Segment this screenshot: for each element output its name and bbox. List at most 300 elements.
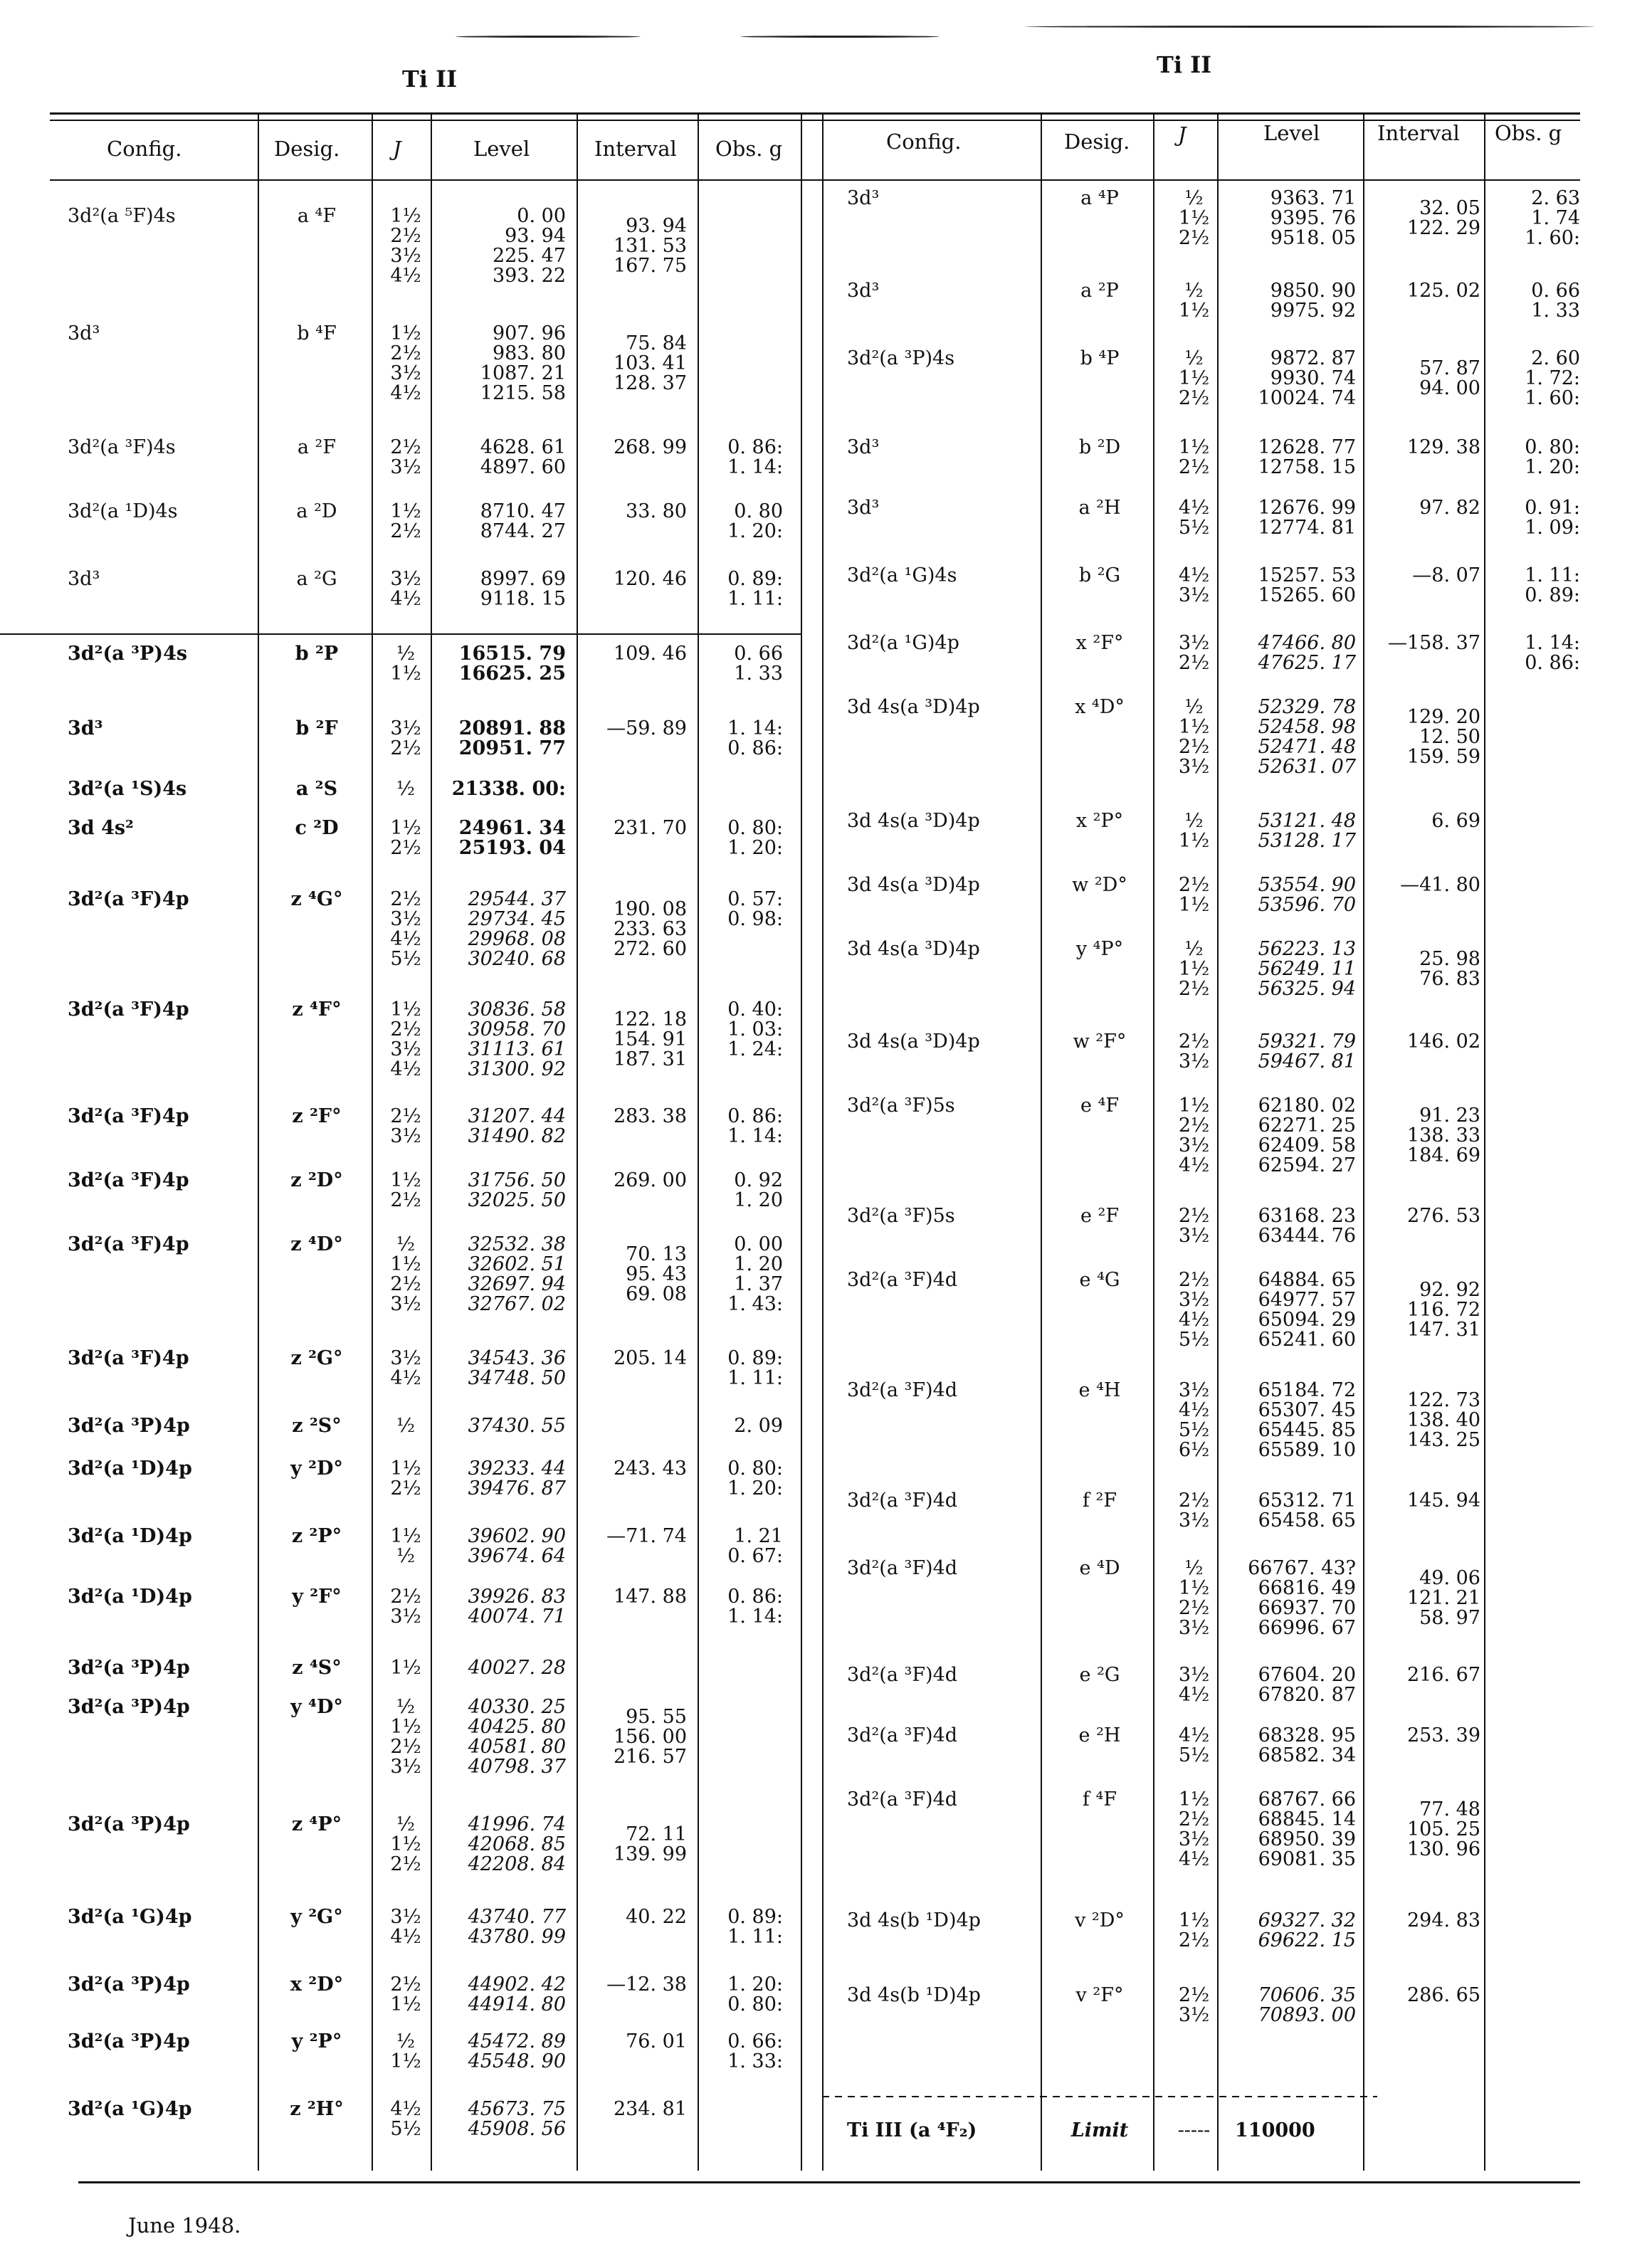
cell-interval: 234. 81 xyxy=(613,2098,687,2120)
cell-j: ½ xyxy=(396,1415,416,1437)
cell-interval: —41. 80 xyxy=(1400,874,1480,896)
cell-j: ½ 1½ 2½ 3½ xyxy=(390,1233,421,1315)
cell-config: 3d²(a ¹D)4s xyxy=(68,500,178,522)
cell-level: 4628. 61 4897. 60 xyxy=(480,436,566,478)
cell-desig: a ²D xyxy=(296,500,337,522)
cell-level: 21338. 00: xyxy=(451,778,566,800)
cell-j: 2½ 1½ xyxy=(1178,874,1210,916)
cell-desig: w ²D° xyxy=(1072,874,1127,896)
header-j: J xyxy=(1178,122,1187,147)
cell-interval: 147. 88 xyxy=(613,1586,687,1608)
header-j: J xyxy=(393,137,401,161)
top-rule xyxy=(50,112,1580,115)
limit-config: Ti III (a ⁴F₂) xyxy=(847,2119,977,2141)
cell-config: 3d³ xyxy=(847,187,880,209)
cell-j: ½ 1½ 2½ 3½ xyxy=(1178,696,1210,778)
cell-desig: v ²D° xyxy=(1075,1909,1125,1931)
cell-level: 16515. 79 16625. 25 xyxy=(458,643,566,685)
cell-level: 70606. 35 70893. 00 xyxy=(1258,1984,1356,2026)
cell-interval: 95. 55 156. 00 216. 57 xyxy=(613,1706,687,1768)
cell-config: 3d³ xyxy=(68,717,103,739)
cell-j: 2½ 1½ xyxy=(390,1973,421,2015)
header-config: Config. xyxy=(107,137,182,161)
cell-desig: x ⁴D° xyxy=(1075,696,1125,718)
cell-interval: 33. 80 xyxy=(626,500,687,522)
cell-desig: e ²F xyxy=(1080,1205,1120,1227)
limit-j: ----- xyxy=(1177,2119,1211,2141)
cell-g: 0. 80 1. 20: xyxy=(727,500,783,542)
cell-j: ½ 1½ 2½ 3½ xyxy=(390,1696,421,1778)
divider xyxy=(698,114,699,2171)
cell-desig: a ²H xyxy=(1078,497,1121,519)
cell-desig: x ²D° xyxy=(290,1973,344,1996)
cell-desig: y ²D° xyxy=(290,1458,343,1480)
divider xyxy=(1484,114,1485,2171)
divider xyxy=(822,114,824,2171)
cell-g: 0. 92 1. 20 xyxy=(734,1169,783,1211)
cell-j: 1½ 2½ xyxy=(1178,1909,1210,1951)
cell-j: 3½ 4½ xyxy=(390,568,421,610)
cell-interval: 276. 53 xyxy=(1406,1205,1480,1227)
cell-config: 3d²(a ³F)4d xyxy=(847,1379,958,1401)
cell-level: 40330. 25 40425. 80 40581. 80 40798. 37 xyxy=(468,1696,566,1778)
cell-config: 3d 4s(b ¹D)4p xyxy=(847,1909,981,1931)
cell-level: 15257. 53 15265. 60 xyxy=(1258,564,1356,606)
cell-config: 3d²(a ¹G)4p xyxy=(68,2098,192,2120)
cell-config: 3d 4s(a ³D)4p xyxy=(847,810,980,832)
cell-desig: a ²S xyxy=(295,778,338,800)
cell-desig: a ²F xyxy=(297,436,337,458)
cell-g: 0. 86: 1. 14: xyxy=(727,1105,783,1147)
cell-interval: 146. 02 xyxy=(1406,1031,1480,1053)
cell-level: 43740. 77 43780. 99 xyxy=(468,1906,566,1948)
cell-desig: c ²D xyxy=(295,817,339,839)
cell-j: ½ 1½ xyxy=(1178,280,1210,322)
cell-config: 3d²(a ³F)4d xyxy=(847,1269,958,1291)
cell-interval: 91. 23 138. 33 184. 69 xyxy=(1406,1105,1480,1166)
cell-level: 56223. 13 56249. 11 56325. 94 xyxy=(1258,938,1356,1000)
cell-interval: 286. 65 xyxy=(1406,1984,1480,2006)
cell-desig: y ²G° xyxy=(290,1906,343,1928)
cell-desig: a ²G xyxy=(296,568,337,590)
cell-j: ½ 1½ 2½ 3½ xyxy=(1178,1557,1210,1639)
cell-level: 68328. 95 68582. 34 xyxy=(1258,1724,1356,1766)
cell-desig: w ²F° xyxy=(1073,1031,1127,1053)
cell-desig: e ²G xyxy=(1079,1664,1120,1686)
cell-interval: 269. 00 xyxy=(613,1169,687,1191)
cell-interval: 76. 01 xyxy=(626,2030,687,2052)
cell-j: 1½ 2½ xyxy=(390,500,421,542)
cell-level: 44902. 42 44914. 80 xyxy=(468,1973,566,2015)
cell-desig: f ²F xyxy=(1082,1490,1117,1512)
header-interval: Interval xyxy=(594,137,677,161)
cell-j: 3½ 4½ xyxy=(390,1347,421,1389)
cell-interval: 125. 02 xyxy=(1406,280,1480,302)
cell-j: 2½ 3½ xyxy=(1178,1031,1210,1072)
cell-config: 3d²(a ¹D)4p xyxy=(68,1525,192,1547)
cell-j: 2½ 3½ 4½ 5½ xyxy=(1178,1269,1210,1351)
cell-level: 8710. 47 8744. 27 xyxy=(480,500,566,542)
cell-desig: y ²P° xyxy=(291,2030,342,2052)
cell-desig: e ⁴H xyxy=(1078,1379,1121,1401)
cell-config: 3d²(a ³F)4p xyxy=(68,1233,189,1255)
cell-level: 20891. 88 20951. 77 xyxy=(458,717,566,759)
cell-j: 4½ 5½ xyxy=(1178,497,1210,539)
left-page-title: Ti II xyxy=(402,65,458,93)
cell-j: 2½ 3½ xyxy=(1178,1984,1210,2026)
cell-level: 39926. 83 40074. 71 xyxy=(468,1586,566,1628)
cell-g: 0. 66 1. 33 xyxy=(734,643,783,685)
cell-config: 3d²(a ³F)4d xyxy=(847,1664,958,1686)
cell-config: 3d²(a ³F)4p xyxy=(68,1105,189,1127)
cell-interval: 243. 43 xyxy=(613,1458,687,1480)
cell-level: 53121. 48 53128. 17 xyxy=(1258,810,1356,852)
cell-level: 12676. 99 12774. 81 xyxy=(1258,497,1356,539)
cell-interval: 57. 87 94. 00 xyxy=(1419,357,1480,399)
cell-j: ½ 1½ xyxy=(390,643,421,685)
cell-level: 45472. 89 45548. 90 xyxy=(468,2030,566,2072)
cell-desig: z ²G° xyxy=(290,1347,343,1369)
header-desig: Desig. xyxy=(274,137,340,161)
cell-desig: a ⁴P xyxy=(1080,187,1119,209)
cell-level: 29544. 37 29734. 45 29968. 08 30240. 68 xyxy=(468,888,566,970)
cell-desig: b ²D xyxy=(1078,436,1121,458)
cell-config: 3d²(a ³P)4p xyxy=(68,2030,190,2052)
header-interval: Interval xyxy=(1377,121,1460,145)
cell-config: 3d²(a ³P)4p xyxy=(68,1657,190,1679)
divider xyxy=(1217,114,1219,2171)
cell-config: 3d 4s(a ³D)4p xyxy=(847,1031,980,1053)
right-page-title: Ti II xyxy=(1157,51,1212,78)
scan-mark xyxy=(456,36,641,38)
cell-j: 1½ 2½ 3½ 4½ xyxy=(1178,1095,1210,1176)
cell-desig: b ²F xyxy=(295,717,338,739)
cell-config: 3d²(a ³F)4s xyxy=(68,436,176,458)
cell-j: 1½ 2½ 3½ 4½ xyxy=(390,205,421,287)
cell-config: 3d²(a ³F)5s xyxy=(847,1205,955,1227)
cell-level: 63168. 23 63444. 76 xyxy=(1258,1205,1356,1247)
cell-g: 0. 57: 0. 98: xyxy=(727,888,783,930)
cell-interval: 122. 18 154. 91 187. 31 xyxy=(613,1008,687,1070)
cell-j: 4½ 5½ xyxy=(390,2098,421,2140)
cell-g: 1. 20: 0. 80: xyxy=(727,1973,783,2015)
divider xyxy=(431,114,432,2171)
divider xyxy=(258,114,259,2171)
cell-interval: 97. 82 xyxy=(1419,497,1480,519)
cell-desig: b ⁴P xyxy=(1080,347,1120,369)
cell-interval: 216. 67 xyxy=(1406,1664,1480,1686)
header-config: Config. xyxy=(886,130,962,154)
cell-config: 3d²(a ¹S)4s xyxy=(68,778,187,800)
cell-interval: —8. 07 xyxy=(1412,564,1480,586)
cell-interval: —158. 37 xyxy=(1387,632,1480,654)
cell-g: 1. 21 0. 67: xyxy=(727,1525,783,1567)
cell-interval: 253. 39 xyxy=(1406,1724,1480,1746)
cell-g: 1. 11: 0. 89: xyxy=(1525,564,1580,606)
header-obs-g: Obs. g xyxy=(1495,121,1562,145)
divider xyxy=(801,114,802,2171)
cell-j: 3½ 2½ xyxy=(1178,632,1210,674)
cell-j: 3½ 4½ xyxy=(1178,1664,1210,1706)
cell-level: 8997. 69 9118. 15 xyxy=(480,568,566,610)
cell-level: 40027. 28 xyxy=(468,1657,566,1679)
cell-config: 3d²(a ³F)4p xyxy=(68,998,189,1021)
footer-date: June 1948. xyxy=(128,2213,241,2238)
divider xyxy=(1153,114,1154,2171)
cell-config: 3d²(a ¹G)4p xyxy=(68,1906,192,1928)
cell-interval: 129. 38 xyxy=(1406,436,1480,458)
divider xyxy=(1041,114,1042,2171)
cell-desig: x ²F° xyxy=(1075,632,1124,654)
cell-j: 1½ ½ xyxy=(390,1525,421,1567)
cell-level: 0. 00 93. 94 225. 47 393. 22 xyxy=(492,205,566,287)
cell-level: 37430. 55 xyxy=(468,1415,566,1437)
cell-interval: 145. 94 xyxy=(1406,1490,1480,1512)
cell-j: 3½ 4½ 5½ 6½ xyxy=(1178,1379,1210,1461)
cell-interval: 93. 94 131. 53 167. 75 xyxy=(613,215,687,277)
cell-g: 1. 14: 0. 86: xyxy=(727,717,783,759)
cell-desig: y ⁴D° xyxy=(290,1696,343,1718)
cell-j: 3½ 2½ xyxy=(390,717,421,759)
cell-level: 907. 96 983. 80 1087. 21 1215. 58 xyxy=(480,322,566,404)
cell-interval: 32. 05 122. 29 xyxy=(1406,197,1480,239)
cell-j: 1½ xyxy=(390,1657,421,1679)
cell-desig: z ²F° xyxy=(292,1105,342,1127)
cell-g: 0. 89: 1. 11: xyxy=(727,568,783,610)
cell-level: 24961. 34 25193. 04 xyxy=(458,817,566,859)
header-desig: Desig. xyxy=(1064,130,1130,154)
cell-j: ½ 1½ xyxy=(390,2030,421,2072)
cell-level: 45673. 75 45908. 56 xyxy=(468,2098,566,2140)
cell-j: 2½ 3½ xyxy=(390,1105,421,1147)
cell-config: 3d²(a ³P)4s xyxy=(847,347,955,369)
header-rule xyxy=(50,179,1580,181)
cell-desig: b ²P xyxy=(295,643,339,665)
cell-interval: —59. 89 xyxy=(606,717,687,739)
cell-interval: 120. 46 xyxy=(613,568,687,590)
cell-config: 3d²(a ¹D)4p xyxy=(68,1586,192,1608)
cell-level: 9363. 71 9395. 76 9518. 05 xyxy=(1270,187,1356,249)
cell-config: 3d²(a ³P)4p xyxy=(68,1415,190,1437)
cell-level: 68767. 66 68845. 14 68950. 39 69081. 35 xyxy=(1258,1788,1356,1870)
header-level: Level xyxy=(1263,121,1320,145)
cell-j: 4½ 5½ xyxy=(1178,1724,1210,1766)
cell-config: 3d³ xyxy=(847,497,880,519)
cell-g: 2. 09 xyxy=(734,1415,783,1437)
cell-interval: 49. 06 121. 21 58. 97 xyxy=(1406,1567,1480,1629)
cell-interval: 283. 38 xyxy=(613,1105,687,1127)
cell-config: 3d²(a ⁵F)4s xyxy=(68,205,176,227)
cell-level: 39602. 90 39674. 64 xyxy=(468,1525,566,1567)
cell-j: 2½ 3½ xyxy=(1178,1205,1210,1247)
cell-j: 1½ 2½ xyxy=(390,1458,421,1500)
cell-interval: 72. 11 139. 99 xyxy=(613,1823,687,1865)
cell-g: 0. 40: 1. 03: 1. 24: xyxy=(727,998,783,1060)
cell-config: 3d³ xyxy=(68,322,100,344)
cell-desig: y ⁴P° xyxy=(1075,938,1124,960)
cell-interval: 205. 14 xyxy=(613,1347,687,1369)
cell-config: 3d²(a ³F)4p xyxy=(68,1347,189,1369)
cell-interval: 268. 99 xyxy=(613,436,687,458)
cell-j: ½ xyxy=(396,778,416,800)
cell-level: 53554. 90 53596. 70 xyxy=(1258,874,1356,916)
cell-interval: 70. 13 95. 43 69. 08 xyxy=(626,1243,687,1305)
cell-config: 3d²(a ³F)4d xyxy=(847,1724,958,1746)
cell-interval: 25. 98 76. 83 xyxy=(1419,948,1480,990)
cell-config: 3d²(a ³F)4p xyxy=(68,888,189,910)
cell-desig: b ²G xyxy=(1078,564,1121,586)
cell-j: ½ 1½ 2½ xyxy=(1178,347,1210,409)
cell-config: 3d²(a ¹G)4p xyxy=(847,632,959,654)
limit-desig: Limit xyxy=(1070,2119,1129,2141)
cell-level: 69327. 32 69622. 15 xyxy=(1258,1909,1356,1951)
cell-level: 31756. 50 32025. 50 xyxy=(468,1169,566,1211)
cell-desig: f ⁴F xyxy=(1082,1788,1117,1811)
cell-desig: z ²P° xyxy=(291,1525,342,1547)
cell-level: 62180. 02 62271. 25 62409. 58 62594. 27 xyxy=(1258,1095,1356,1176)
cell-config: 3d²(a ³F)4d xyxy=(847,1490,958,1512)
cell-g: 0. 91: 1. 09: xyxy=(1525,497,1580,539)
cell-level: 64884. 65 64977. 57 65094. 29 65241. 60 xyxy=(1258,1269,1356,1351)
cell-g: 0. 00 1. 20 1. 37 1. 43: xyxy=(727,1233,783,1315)
cell-config: 3d²(a ¹G)4s xyxy=(847,564,957,586)
cell-desig: z ²H° xyxy=(290,2098,344,2120)
cell-g: 0. 86: 1. 14: xyxy=(727,1586,783,1628)
cell-j: 2½ 3½ xyxy=(390,436,421,478)
cell-g: 2. 63 1. 74 1. 60: xyxy=(1525,187,1580,249)
cell-config: 3d 4s(b ¹D)4p xyxy=(847,1984,981,2006)
cell-config: 3d²(a ³P)4p xyxy=(68,1696,190,1718)
cell-level: 34543. 36 34748. 50 xyxy=(468,1347,566,1389)
cell-g: 0. 86: 1. 14: xyxy=(727,436,783,478)
cell-config: 3d²(a ³P)4s xyxy=(68,643,188,665)
cell-j: 2½ 3½ 4½ 5½ xyxy=(390,888,421,970)
scan-mark xyxy=(740,36,940,38)
cell-interval: —12. 38 xyxy=(606,1973,687,1996)
cell-j: 2½ 3½ xyxy=(1178,1490,1210,1532)
cell-j: 4½ 3½ xyxy=(1178,564,1210,606)
cell-level: 67604. 20 67820. 87 xyxy=(1258,1664,1356,1706)
cell-g: 0. 66 1. 33 xyxy=(1531,280,1580,322)
cell-level: 65312. 71 65458. 65 xyxy=(1258,1490,1356,1532)
cell-desig: z ⁴D° xyxy=(290,1233,343,1255)
cell-level: 12628. 77 12758. 15 xyxy=(1258,436,1356,478)
divider xyxy=(1363,114,1364,2171)
cell-level: 52329. 78 52458. 98 52471. 48 52631. 07 xyxy=(1258,696,1356,778)
limit-rule xyxy=(822,2096,1377,2097)
cell-g: 1. 14: 0. 86: xyxy=(1525,632,1580,674)
cell-desig: e ²H xyxy=(1078,1724,1121,1746)
cell-config: 3d²(a ³P)4p xyxy=(68,1813,190,1835)
top-rule-2 xyxy=(50,120,1580,121)
cell-j: ½ 1½ 2½ xyxy=(1178,187,1210,249)
cell-config: 3d 4s(a ³D)4p xyxy=(847,696,980,718)
cell-level: 30836. 58 30958. 70 31113. 61 31300. 92 xyxy=(468,998,566,1080)
cell-level: 47466. 80 47625. 17 xyxy=(1258,632,1356,674)
cell-g: 0. 80: 1. 20: xyxy=(727,817,783,859)
section-rule xyxy=(0,633,801,635)
cell-interval: 77. 48 105. 25 130. 96 xyxy=(1406,1798,1480,1860)
cell-desig: y ²F° xyxy=(292,1586,342,1608)
cell-config: 3d³ xyxy=(68,568,100,590)
cell-config: 3d²(a ³F)5s xyxy=(847,1095,955,1117)
cell-j: 2½ 3½ xyxy=(390,1586,421,1628)
scan-mark xyxy=(1025,26,1594,28)
cell-config: 3d²(a ³F)4d xyxy=(847,1788,958,1811)
cell-level: 9850. 90 9975. 92 xyxy=(1270,280,1356,322)
limit-level: 110000 xyxy=(1235,2119,1315,2141)
cell-j: 1½ 2½ xyxy=(390,817,421,859)
cell-config: 3d²(a ³F)4p xyxy=(68,1169,189,1191)
cell-desig: e ⁴G xyxy=(1079,1269,1120,1291)
cell-desig: z ⁴S° xyxy=(292,1657,342,1679)
cell-desig: e ⁴D xyxy=(1079,1557,1120,1579)
header-level: Level xyxy=(473,137,530,161)
cell-desig: b ⁴F xyxy=(297,322,337,344)
cell-level: 32532. 38 32602. 51 32697. 94 32767. 02 xyxy=(468,1233,566,1315)
cell-level: 9872. 87 9930. 74 10024. 74 xyxy=(1258,347,1356,409)
cell-j: 1½ 2½ xyxy=(390,1169,421,1211)
cell-level: 41996. 74 42068. 85 42208. 84 xyxy=(468,1813,566,1875)
cell-config: 3d 4s(a ³D)4p xyxy=(847,874,980,896)
cell-desig: a ⁴F xyxy=(297,205,337,227)
cell-interval: 40. 22 xyxy=(626,1906,687,1928)
divider xyxy=(372,114,373,2171)
cell-j: 3½ 4½ xyxy=(390,1906,421,1948)
cell-g: 0. 80: 1. 20: xyxy=(1525,436,1580,478)
cell-j: ½ 1½ xyxy=(1178,810,1210,852)
cell-interval: 190. 08 233. 63 272. 60 xyxy=(613,898,687,960)
cell-desig: x ²P° xyxy=(1075,810,1124,832)
cell-j: 1½ 2½ 3½ 4½ xyxy=(1178,1788,1210,1870)
cell-g: 2. 60 1. 72: 1. 60: xyxy=(1525,347,1580,409)
cell-desig: a ²P xyxy=(1080,280,1119,302)
cell-config: 3d²(a ³P)4p xyxy=(68,1973,190,1996)
cell-g: 0. 89: 1. 11: xyxy=(727,1347,783,1389)
cell-j: 1½ 2½ 3½ 4½ xyxy=(390,998,421,1080)
cell-desig: e ⁴F xyxy=(1080,1095,1120,1117)
cell-interval: 122. 73 138. 40 143. 25 xyxy=(1406,1389,1480,1451)
cell-config: 3d³ xyxy=(847,280,880,302)
cell-config: 3d²(a ¹D)4p xyxy=(68,1458,192,1480)
cell-desig: z ⁴G° xyxy=(290,888,343,910)
cell-config: 3d²(a ³F)4d xyxy=(847,1557,958,1579)
cell-desig: z ²D° xyxy=(290,1169,343,1191)
cell-g: 0. 89: 1. 11: xyxy=(727,1906,783,1948)
cell-interval: 75. 84 103. 41 128. 37 xyxy=(613,332,687,394)
divider xyxy=(577,114,578,2171)
cell-level: 39233. 44 39476. 87 xyxy=(468,1458,566,1500)
cell-config: 3d 4s² xyxy=(68,817,134,839)
cell-interval: 294. 83 xyxy=(1406,1909,1480,1931)
cell-desig: v ²F° xyxy=(1075,1984,1124,2006)
cell-config: 3d³ xyxy=(847,436,880,458)
cell-interval: 109. 46 xyxy=(613,643,687,665)
cell-config: 3d 4s(a ³D)4p xyxy=(847,938,980,960)
cell-interval: 6. 69 xyxy=(1431,810,1480,832)
header-obs-g: Obs. g xyxy=(715,137,783,161)
cell-interval: —71. 74 xyxy=(606,1525,687,1547)
cell-interval: 92. 92 116. 72 147. 31 xyxy=(1406,1279,1480,1341)
cell-level: 66767. 43? 66816. 49 66937. 70 66996. 67 xyxy=(1248,1557,1356,1639)
cell-desig: z ²S° xyxy=(292,1415,342,1437)
cell-level: 59321. 79 59467. 81 xyxy=(1258,1031,1356,1072)
cell-j: 1½ 2½ 3½ 4½ xyxy=(390,322,421,404)
cell-g: 0. 66: 1. 33: xyxy=(727,2030,783,2072)
cell-g: 0. 80: 1. 20: xyxy=(727,1458,783,1500)
cell-desig: z ⁴P° xyxy=(291,1813,342,1835)
cell-j: 1½ 2½ xyxy=(1178,436,1210,478)
